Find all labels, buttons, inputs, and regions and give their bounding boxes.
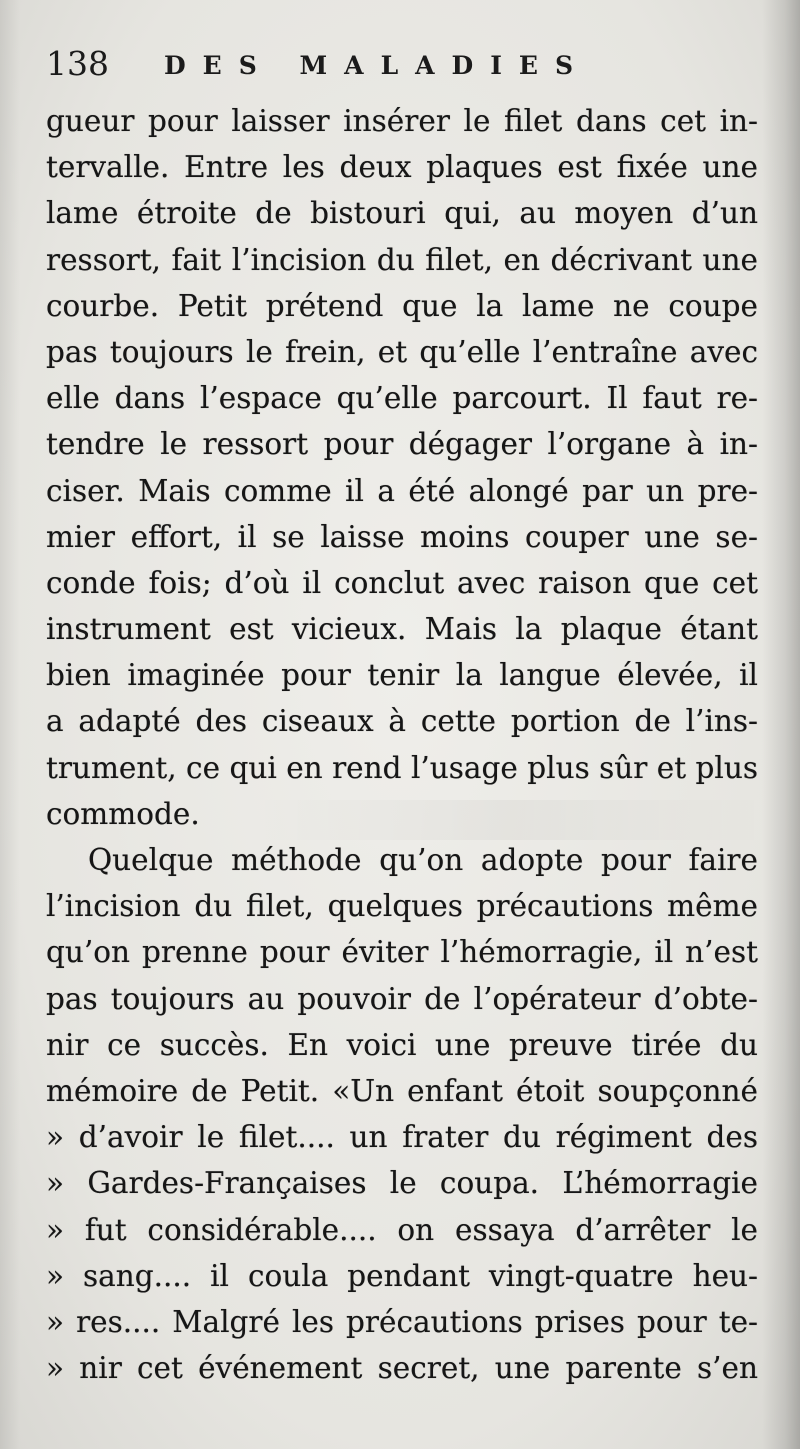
text-line: mier effort, il se laisse moins couper une se- xyxy=(46,519,758,554)
text-line: tervalle. Entre les deux plaques est fixée une xyxy=(46,150,758,185)
text-line: lame étroite de bistouri qui, au moyen d’un xyxy=(46,196,758,231)
quote-line: » fut considérable.... on essaya d’arrêter le xyxy=(46,1212,758,1247)
page-number: 138 xyxy=(46,44,109,83)
quote-line: » sang.... il coula pendant vingt-quatre heu- xyxy=(46,1258,758,1293)
paragraph-end-line: commode. xyxy=(46,796,200,831)
text-line: trument, ce qui en rend l’usage plus sûr et plus xyxy=(46,750,758,785)
paragraph-start-line: Quelque méthode qu’on adopte pour faire xyxy=(88,843,758,877)
page-edge-shadow xyxy=(0,0,20,1449)
quote-line: » res.... Malgré les précautions prises pour te- xyxy=(46,1304,758,1339)
text-line: qu’on prenne pour éviter l’hémorragie, il n’est xyxy=(46,935,758,970)
quote-line: » Gardes-Françaises le coupa. L’hémorragie xyxy=(46,1166,758,1201)
text-line: tendre le ressort pour dégager l’organe à in- xyxy=(46,427,758,462)
text-line: a adapté des ciseaux à cette portion de l’ins- xyxy=(46,704,758,739)
text-line: bien imaginée pour tenir la langue élevée, il xyxy=(46,658,758,693)
text-line: l’incision du filet, quelques précautions même xyxy=(46,889,758,924)
text-line: gueur pour laisser insérer le filet dans cet in- xyxy=(46,104,758,138)
body-text xyxy=(46,98,758,1391)
text-line: pas toujours le frein, et qu’elle l’entraîne avec xyxy=(46,334,758,369)
text-line: courbe. Petit prétend que la lame ne coupe xyxy=(46,288,758,323)
text-line: pas toujours au pouvoir de l’opérateur d’obte- xyxy=(46,981,758,1016)
text-line: conde fois; d’où il conclut avec raison que cet xyxy=(46,565,758,600)
quote-line: » nir cet événement secret, une parente s’en xyxy=(46,1351,758,1386)
running-head xyxy=(46,42,746,90)
text-line: elle dans l’espace qu’elle parcourt. Il faut re- xyxy=(46,381,758,416)
running-title: DES MALADIES xyxy=(164,51,591,80)
text-line: nir ce succès. En voici une preuve tirée du xyxy=(46,1027,758,1062)
text-line: instrument est vicieux. Mais la plaque étant xyxy=(46,612,758,647)
quote-line: » d’avoir le filet.... un frater du régiment des xyxy=(46,1120,758,1155)
text-line: mémoire de Petit. «Un enfant étoit soupçonné xyxy=(46,1073,758,1108)
gutter-shadow xyxy=(762,0,800,1449)
text-line: ciser. Mais comme il a été alongé par un pre- xyxy=(46,473,758,508)
text-line: ressort, fait l’incision du filet, en décrivant une xyxy=(46,242,758,277)
